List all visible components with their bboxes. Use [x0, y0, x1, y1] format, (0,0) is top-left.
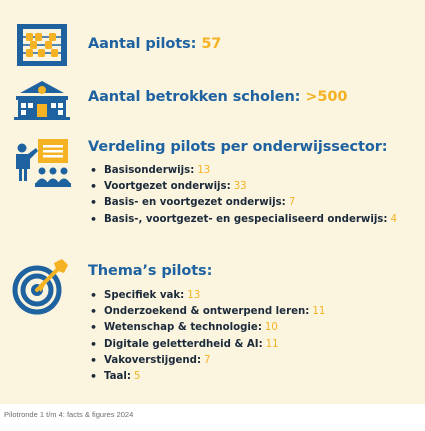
list-item: • Basisonderwijs: 13	[88, 163, 397, 179]
figure-caption: Pilotronde 1 t/m 4: facts & figures 2024	[4, 410, 134, 419]
stat-schools-label: Aantal betrokken scholen:	[88, 89, 301, 105]
stat-pilots-value: 57	[201, 36, 222, 52]
stat-pilots-label: Aantal pilots:	[88, 36, 197, 52]
stat-schools-value: >500	[305, 89, 348, 105]
themes-heading: Thema’s pilots:	[88, 263, 213, 279]
list-item: • Specifiek vak: 13	[88, 288, 325, 304]
stat-pilots	[88, 36, 221, 52]
list-item: • Basis- en voortgezet onderwijs: 7	[88, 195, 397, 211]
list-item: • Onderzoekend & ontwerpend leren: 11	[88, 304, 325, 320]
list-item: • Taal: 5	[88, 369, 325, 385]
sectors-list	[88, 163, 397, 228]
target-arrow-icon	[12, 259, 70, 315]
school-building-icon	[14, 80, 70, 120]
list-item: • Vakoverstijgend: 7	[88, 353, 325, 369]
list-item: • Digitale geletterdheid & AI: 11	[88, 337, 325, 353]
sectors-heading: Verdeling pilots per onderwijssector:	[88, 139, 388, 155]
abacus-icon	[16, 23, 68, 67]
themes-list	[88, 288, 325, 385]
teacher-classroom-icon	[12, 137, 72, 191]
list-item: • Wetenschap & technologie: 10	[88, 320, 325, 336]
list-item: • Voortgezet onderwijs: 33	[88, 179, 397, 195]
stat-schools	[88, 89, 347, 105]
list-item: • Basis-, voortgezet- en gespecialiseerd onderwijs: 4	[88, 212, 397, 228]
